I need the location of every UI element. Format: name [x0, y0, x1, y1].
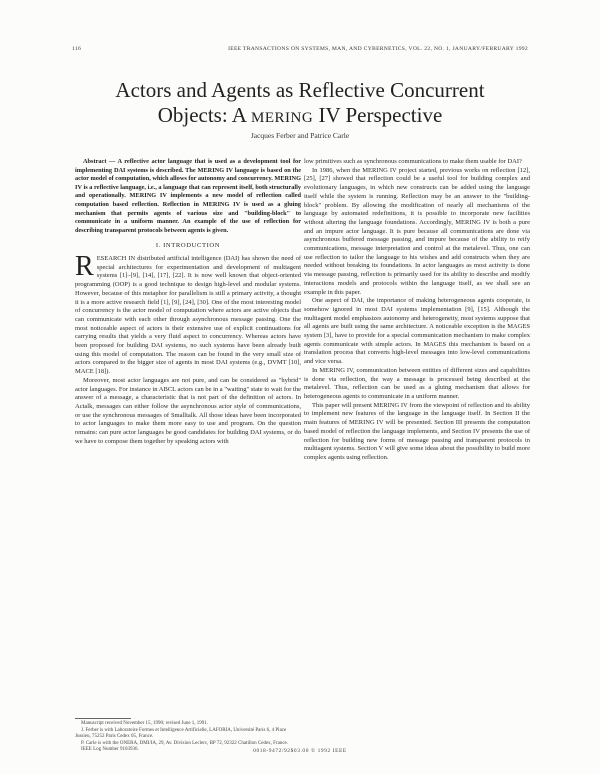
right-column	[304, 158, 530, 463]
footnote-line: Manuscript received November 15, 1990; revised June 1, 1991.	[81, 721, 209, 726]
intro-paragraph-2: Moreover, most actor languages are not pure, and can be considered as "hybrid" actor languages. For instance in ABCL actors can be in a "waiting" state to wait for the answer of a message, a characteristic that is not part of the definition of actors. In Actalk, messages can either follow the asynchronous actor style of communications, or use the synchronous messages of Smalltalk. All those ideas have been incorporated to actor languages to make them more easy to use and program. On the question remains: can pure actor languages be good candidates for building DAI systems, or do we have to compose them together by speaking actors with	[75, 376, 301, 445]
intro-paragraph-1-text: ESEARCH IN distributed artificial intelligence (DAI) has shown the need of special architectures for experimentation and development of multiagent systems [1]–[9], [14], [17], [22]. It is now well known that object-oriented programming (OOP) is a good technique to design high-level and modular systems. However, because of this metaphor for parallelism is still a primary activity, a thought it is a more active research field [1], [9], [24], [30]. One of the most interesting model of concurrency is the actor model of computation where actors are active objects that can communicate with each other through asynchronous message passing. One the most noticeable aspect of actors is their extensive use of explicit continuations for carrying results that yields a very fluid aspect to concurrency. Whereas actors have been proposed for building DAI systems, no such systems have been already built using this model of computation. The reason can be found in the very small size of actors compared to the bigger size of agents in most DAI systems (e.g., DVMT [10], MACE [18]).	[75, 255, 301, 376]
right-paragraph-5: This paper will present MERING IV from the viewpoint of reflection and its ability to implement new features of the language in the language itself. In Section II the main features of MERING IV will be presented. Section III presents the computation based model of reflection the language implements, and Section IV presents the use of reflection for building new forms of message passing and transparent protocols in multiagent systems. Section V will give some ideas about the possibility to build more complex agents using reflection.	[304, 401, 530, 461]
page-number: 116	[72, 46, 82, 52]
intro-paragraph-1	[75, 251, 301, 377]
footnote-line: J. Ferber is with Laboratoire Formes et Intelligence Artificielle, LAFORIA, Université Paris 6, 4 Place Jussieu, 75252 Paris Cedex 05, France.	[75, 727, 287, 740]
right-paragraph-2: In 1986, when the MERING IV project started, previous works on reflection [12], [25], [27] showed that reflection could be a useful tool for building complex and evolutionary languages, in which new constructs can be added using the language itself while the system is running. Reflection may be an answer to the "building-block" problem. By allowing the modification of nearly all mechanisms of the language by automated redefinitions, it is possible to incorporate new facilities without altering the language foundations. Accordingly, MERING IV is both a pure and an impure actor language. It is pure because all communications are done via asynchronous buffered message passing, and impure because of the ability to reify communications, message interpretation and control at the metalevel. Thus, one can use reflection to tailor the language to his wishes and add constructs when they are needed without breaking its foundations. In actor languages as most activity is done via message passing, reflection is primarily used for its ability to describe and modify interactions models and protocols within the language itself, as we shall see an example in this paper.	[304, 166, 530, 296]
right-paragraph-3: One aspect of DAI, the importance of making heterogeneous agents cooperate, is somehow ignored in most DAI systems implementation [9], [15]. Although the multiagent model emphasizes autonomy and heterogeneity, most systems suppose that all agents are built using the same architecture. A noticeable exception is the MAGES system [3], have to provide for a special communication mechanism to make complex agents communicate with simple actors. In MAGES this mechanism is based on a translation process that converts high-level messages into low-level communications and vice versa.	[304, 297, 530, 366]
paper-title	[60, 78, 540, 131]
title-line-2	[60, 103, 540, 131]
title-mering: MERING	[251, 110, 314, 126]
title-line-1: Actors and Agents as Reflective Concurrent	[115, 78, 485, 102]
authors: Jacques Ferber and Patrice Carle	[250, 131, 350, 140]
left-column	[75, 158, 301, 447]
footnote-line: P. Carle is with the ONERA, DMI/IA, 29, Av. Division Leclerc, BP 72, 92322 Chatillon Cedex, France.	[81, 740, 289, 746]
journal-title: IEEE TRANSACTIONS ON SYSTEMS, MAN, AND CYBERNETICS, VOL. 22, NO. 1, JANUARY/FEBRUARY 1992	[228, 46, 528, 52]
right-paragraph-4: In MERING IV, communication between entities of different sizes and capabilities is done via reflection, the way a message is processed being described at the metalevel. Thus, reflection can be used as a gluing mechanism that allows for heterogeneous agents to communicate in a uniform manner.	[304, 366, 530, 400]
drop-cap: R	[75, 251, 94, 283]
section-heading-introduction: I. INTRODUCTION	[155, 242, 221, 250]
abstract: Abstract — A reflective actor language that is used as a development tool for implementing DAI systems is described. The MERING IV language is based on the actor model of computation, which allows for autonomy and concurrency. MERING IV is a reflective language, i.e., a language that can represent itself, both structurally and operationally. MERING IV implements a new model of reflection called computation based reflection. Reflection in MERING IV is used as a gluing mechanism that permits agents of various size and "building-block" to communicate in a uniform manner. An example of the use of reflection for describing transparent protocols between agents is given.	[75, 158, 301, 234]
copyright-line: 0018-9472/92$03.00 © 1992 IEEE	[253, 748, 347, 754]
title-line-2-pre: Objects: A	[157, 103, 252, 127]
title-line-2-post: IV Perspective	[313, 103, 443, 127]
footnote-rule	[75, 718, 131, 719]
right-paragraph-1: low primitives such as synchronous communications to make them usable for DAI?	[304, 158, 522, 165]
footnote-line: IEEE Log Number 9103936.	[81, 747, 139, 753]
